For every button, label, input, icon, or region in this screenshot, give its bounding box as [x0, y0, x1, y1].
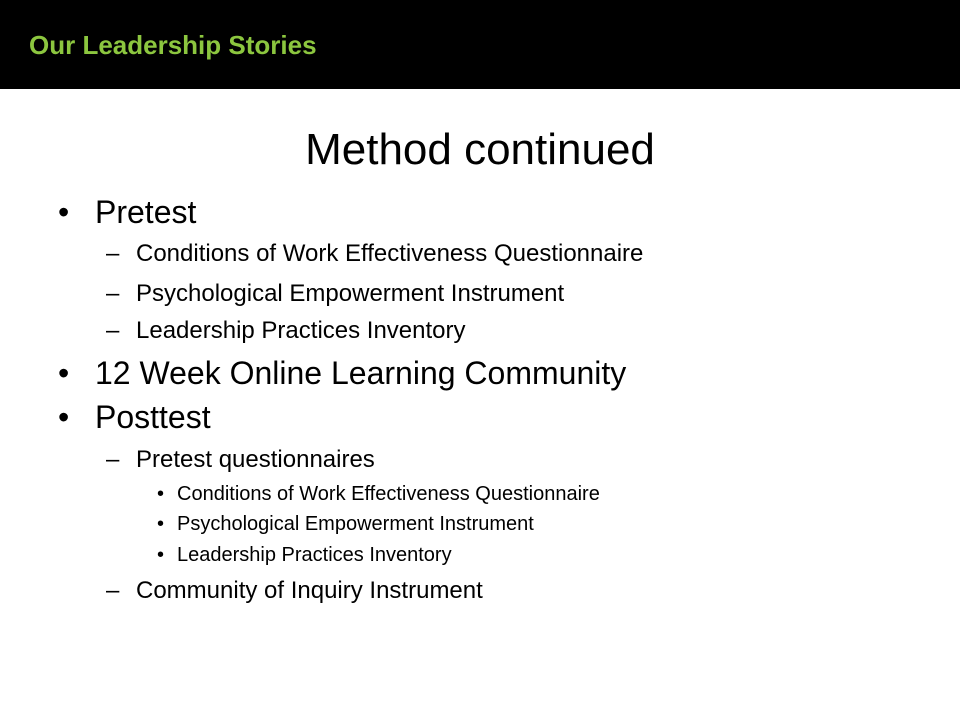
dash-marker: – — [106, 446, 120, 473]
sub-item-text: Psychological Empowerment Instrument — [136, 280, 565, 307]
bullet-text: Pretest — [95, 194, 197, 230]
sub-item-text: Community of Inquiry Instrument — [136, 577, 483, 604]
dash-marker: – — [106, 280, 120, 307]
bullet-marker: • — [58, 399, 70, 435]
sub-sub-item-text: Psychological Empowerment Instrument — [177, 513, 534, 535]
bullet-text: Posttest — [95, 399, 211, 435]
header-title: Our Leadership Stories — [29, 30, 317, 60]
sub-sub-item-text: Leadership Practices Inventory — [177, 544, 452, 566]
bullet-marker: • — [58, 194, 70, 230]
header-bar — [0, 0, 960, 89]
sub-item-text: Conditions of Work Effectiveness Questionnaire — [136, 240, 644, 267]
slide-title: Method continued — [305, 125, 655, 174]
sub-sub-item-text: Conditions of Work Effectiveness Questionnaire — [177, 483, 600, 505]
dash-marker: – — [106, 577, 120, 604]
dash-marker: – — [106, 240, 120, 267]
bullet-marker: • — [157, 483, 165, 505]
dash-marker: – — [106, 317, 120, 344]
sub-item-text: Leadership Practices Inventory — [136, 317, 466, 344]
bullet-marker: • — [58, 355, 70, 391]
bullet-text: 12 Week Online Learning Community — [95, 355, 627, 391]
bullet-marker: • — [157, 544, 165, 566]
bullet-marker: • — [157, 513, 165, 535]
sub-item-text: Pretest questionnaires — [136, 446, 375, 473]
